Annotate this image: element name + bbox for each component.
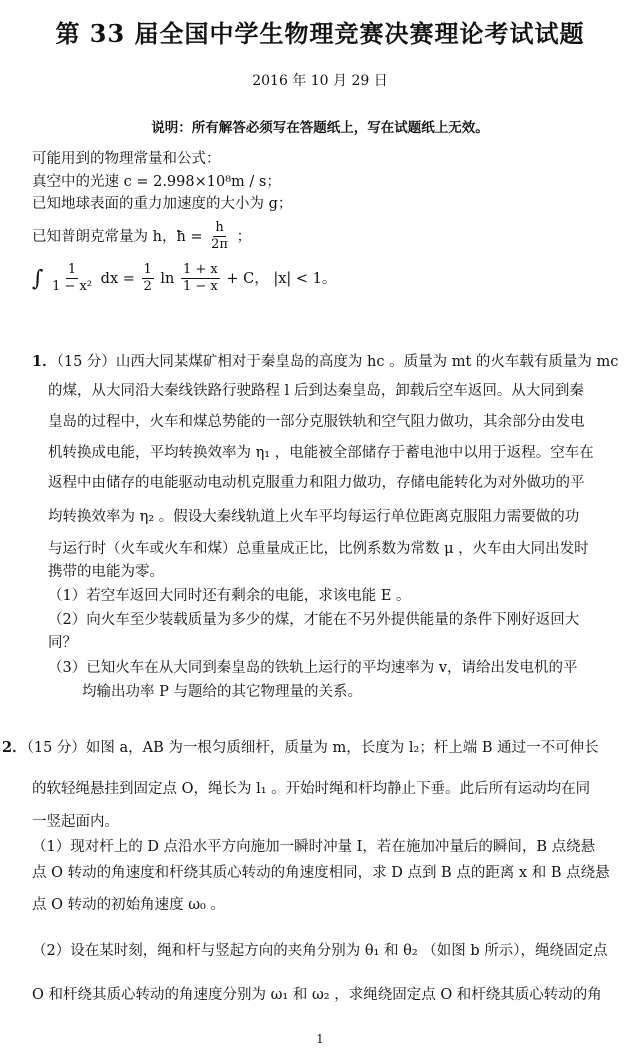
problem1-line-6: 与运行时（火车或火车和煤）总重量成正比，比例系数为常数 μ ，火车由大同出发时 (48, 541, 589, 557)
ln-numerator: 1 + x (181, 262, 220, 279)
problem2-line-2: 一竖起面内。 (32, 814, 119, 830)
exam-instruction: 说明：所有解答必须写在答题纸上，写在试题纸上无效。 (151, 120, 489, 136)
problem1-line-5: 均转换效率为 η₂ 。假设大秦线轨道上火车平均每运行单位距离克服阻力需要做的功 (48, 509, 580, 525)
exam-title: 第 33 届全国中学生物理竞赛决赛理论考试试题 (55, 19, 585, 48)
problem2-sub2-line1: （2）设在某时刻，绳和杆与竖起方向的夹角分别为 θ₁ 和 θ₂ （如图 b 所示），绳绕固定点 (32, 943, 608, 959)
integral-dx: dx = (100, 270, 135, 287)
constant-planck (32, 220, 251, 254)
problem1-sub2-line2: 同？ (48, 635, 77, 651)
problem1-line-2: 皇岛的过程中，火车和煤总势能的一部分克服铁轨和空气阻力做功，其余部分由发电 (48, 414, 585, 430)
problem1-line-4: 返程中由储存的电能驱动电动机克服重力和阻力做功，存储电能转化为对外做功的平 (48, 475, 585, 491)
page-number: 1 (316, 1032, 324, 1046)
problem2-sub1-line2: 点 O 转动的角速度和杆绕其质心转动的角速度相同，求 D 点到 B 点的距离 x 和 B 点绕悬 (32, 865, 610, 881)
integral-sign-icon: ∫ (32, 266, 44, 292)
ln-denominator: 1 − x (182, 279, 218, 295)
integral-formula (32, 262, 336, 296)
planck-prefix: 已知普朗克常量为 h，ħ = (32, 228, 203, 245)
problem1-line-3: 机转换成电能，平均转换效率为 η₁ ，电能被全部储存于蓄电池中以用于返程。空车在 (48, 445, 594, 461)
integrand-numerator: 1 (66, 262, 78, 279)
planck-suffix: ； (236, 228, 252, 245)
planck-fraction (209, 220, 230, 254)
planck-denominator: 2π (211, 237, 228, 253)
problem2-text-0: 如图 a，AB 为一根匀质细杆，质量为 m，长度为 l₂；杆上端 B 通过一不可伸长 (85, 740, 599, 756)
problem2-line-1: 的软轻绳悬挂到固定点 O，绳长为 l₁ 。开始时绳和杆均静止下垂。此后所有运动均在同 (32, 781, 591, 797)
half-fraction (142, 262, 154, 296)
constant-gravity: 已知地球表面的重力加速度的大小为 g； (32, 196, 293, 212)
integrand-fraction (50, 262, 94, 296)
problem2-line-0 (2, 736, 599, 757)
problem1-sub3-line1: （3）已知火车在从大同到秦皇岛的铁轨上运行的平均速率为 v，请给出发电机的平 (48, 660, 578, 676)
problem1-line-1: 的煤，从大同沿大秦线铁路行驶路程 l 后到达秦皇岛，卸载后空车返回。从大同到秦 (48, 383, 584, 399)
problem2-number: 2． (2, 739, 27, 756)
constant-light-speed: 真空中的光速 c = 2.998×10⁸m / s； (32, 174, 281, 190)
problem2-sub1-line1: （1）现对杆上的 D 点沿水平方向施加一瞬时冲量 I，若在施加冲量后的瞬间，B 点绕悬 (32, 839, 596, 855)
problem1-line-7: 携带的电能为零。 (48, 564, 164, 580)
problem2-sub1-line3: 点 O 转动的初始角速度 ω₀ 。 (32, 897, 225, 913)
ln-text: ln (160, 270, 175, 287)
constants-intro: 可能用到的物理常量和公式： (32, 151, 221, 167)
problem1-number: 1． (32, 353, 57, 370)
problem1-sub2-line1: （2）向火车至少装载质量为多少的煤，才能在不另外提供能量的条件下刚好返回大 (48, 612, 580, 628)
problem2-sub2-line2: O 和杆绕其质心转动的角速度分别为 ω₁ 和 ω₂ ，求绳绕固定点 O 和杆绕其质心转动的角 (32, 987, 602, 1003)
exam-date: 2016 年 10 月 29 日 (252, 73, 388, 89)
half-numerator: 1 (142, 262, 154, 279)
integral-tail: + C， |x| < 1。 (226, 270, 337, 287)
problem2-score: （15 分） (26, 740, 86, 756)
planck-numerator: h (213, 220, 225, 237)
ln-fraction (181, 262, 220, 296)
integrand-denominator: 1 − x² (52, 279, 93, 295)
problem1-text-0: 山西大同某煤矿相对于秦皇岛的高度为 hc 。质量为 mt 的火车载有质量为 mc (115, 354, 619, 370)
half-denominator: 2 (143, 279, 152, 295)
problem1-score: （15 分） (56, 354, 116, 370)
problem1-line-0 (32, 350, 618, 371)
problem1-sub3-line2: 均输出功率 P 与题给的其它物理量的关系。 (82, 684, 362, 700)
problem1-sub1: （1）若空车返回大同时还有剩余的电能，求该电能 E 。 (48, 588, 411, 604)
